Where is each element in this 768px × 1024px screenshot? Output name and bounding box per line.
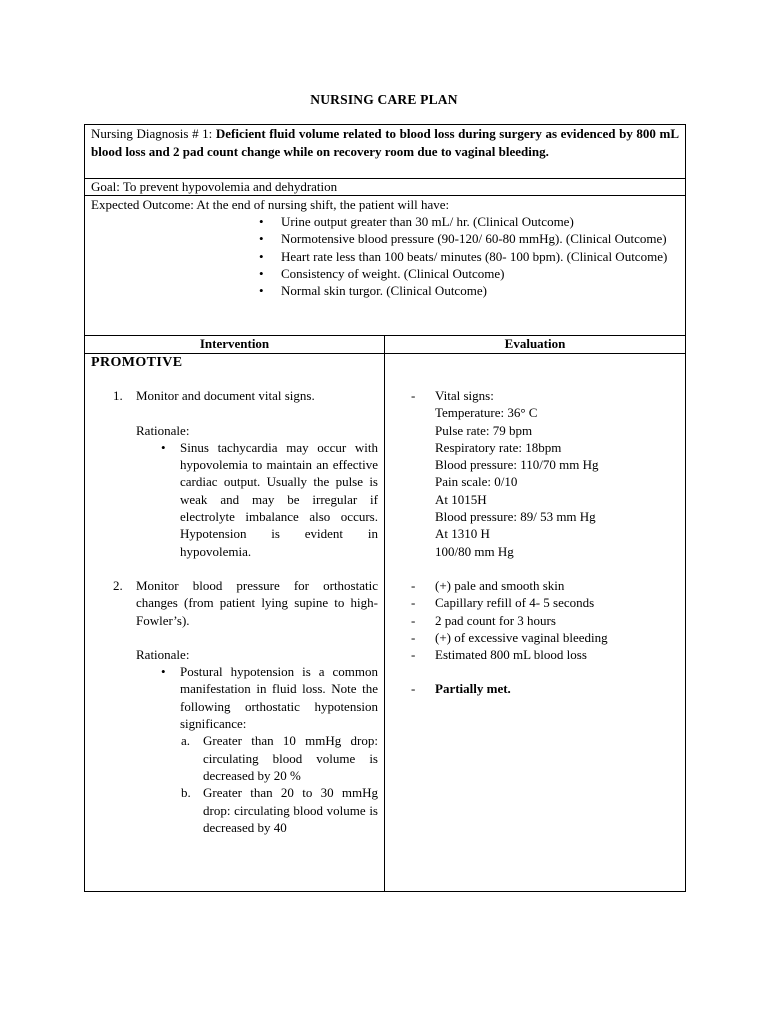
intervention-item-1: [91, 387, 378, 404]
rationale-label: Rationale:: [136, 646, 190, 662]
rationale-text: Postural hypotension is a common manifestation in fluid loss. Note the following orthostatic hypotension significance:: [180, 664, 378, 732]
outcome-item: • Urine output greater than 30 mL/ hr. (Clinical Outcome): [259, 213, 679, 230]
finding-text: (+) of excessive vaginal bleeding: [435, 629, 608, 645]
vitals-label: Vital signs:: [435, 388, 494, 403]
bullet-dot: •: [161, 439, 166, 455]
finding-text: Capillary refill of 4- 5 seconds: [435, 595, 595, 611]
eval-result: [385, 680, 685, 697]
finding-text: 2 pad count for 3 hours: [435, 612, 556, 628]
eval-finding: [385, 594, 685, 611]
eval-finding: [385, 629, 685, 646]
eval-finding: [385, 646, 685, 663]
care-plan-table: [84, 124, 686, 892]
vital-line: Pulse rate: 79 bpm: [435, 422, 533, 438]
sub-text: Greater than 20 to 30 mmHg drop: circulating blood volume is decreased by 40: [203, 785, 378, 835]
intervention-header: Intervention: [199, 336, 270, 351]
nursing-diagnosis-row: [85, 125, 685, 179]
evaluation-header: Evaluation: [504, 336, 566, 351]
item-number: 1.: [113, 388, 123, 404]
vital-line: At 1310 H: [435, 526, 490, 542]
intervention-column: [85, 354, 384, 891]
rationale-bullet: [91, 663, 378, 732]
intervention-text: Monitor blood pressure for orthostatic changes (from patient lying supine to high- Fowler’s).: [136, 577, 378, 628]
section-heading: PROMOTIVE: [91, 355, 183, 370]
dash-marker: -: [411, 388, 416, 403]
outcome-item: • Heart rate less than 100 beats/ minutes (80- 100 bpm). (Clinical Outcome): [259, 248, 679, 265]
expected-outcome-row: [85, 196, 685, 336]
finding-text: Estimated 800 mL blood loss: [435, 647, 587, 663]
evaluation-column: [385, 354, 685, 891]
dash-marker: -: [411, 647, 416, 663]
bullet-dot: •: [161, 664, 166, 680]
expected-outcome-list: [91, 213, 679, 299]
vital-line: 100/80 mm Hg: [435, 543, 514, 559]
sub-letter: a.: [181, 733, 191, 749]
dash-marker: -: [411, 595, 416, 611]
dash-marker: -: [411, 681, 416, 697]
vital-line: Pain scale: 0/10: [435, 474, 518, 490]
result-text: Partially met.: [435, 681, 511, 697]
eval-finding: [385, 577, 685, 594]
intervention-item-2: [91, 577, 378, 629]
outcome-item: • Normotensive blood pressure (90-120/ 60-80 mmHg). (Clinical Outcome): [259, 230, 679, 247]
rationale-bullet: [91, 439, 378, 560]
vital-line: Blood pressure: 89/ 53 mm Hg: [435, 509, 596, 525]
dash-marker: -: [411, 612, 416, 628]
sub-item-b: [91, 784, 378, 836]
finding-text: (+) pale and smooth skin: [435, 577, 565, 593]
rationale-label: Rationale:: [136, 422, 190, 438]
intervention-text: Monitor and document vital signs.: [136, 388, 315, 404]
eval-finding: [385, 612, 685, 629]
column-header-row: [85, 336, 685, 354]
dash-marker: -: [411, 629, 416, 645]
goal-row: Goal: To prevent hypovolemia and dehydration: [85, 179, 685, 196]
item-number: 2.: [113, 577, 123, 593]
sub-letter: b.: [181, 785, 191, 801]
sub-text: Greater than 10 mmHg drop: circulating blood volume is decreased by 20 %: [203, 733, 378, 783]
outcome-item: • Consistency of weight. (Clinical Outcome): [259, 265, 679, 282]
vital-line: Blood pressure: 110/70 mm Hg: [435, 457, 599, 473]
diagnosis-label: Nursing Diagnosis # 1:: [91, 126, 216, 141]
rationale-text: Sinus tachycardia may occur with hypovolemia to maintain an effective cardiac output. Usually the pulse is weak and may be irregular if electrolyte imbalance also occurs. Hypotension is evident in hypovolemia.: [180, 439, 378, 559]
expected-outcome-intro: Expected Outcome: At the end of nursing shift, the patient will have:: [91, 197, 450, 212]
page-title: NURSING CARE PLAN: [310, 92, 458, 107]
outcome-item: • Normal skin turgor. (Clinical Outcome): [259, 282, 679, 299]
sub-item-a: [91, 732, 378, 784]
eval-vitals: [385, 387, 685, 404]
dash-marker: -: [411, 577, 416, 593]
diagnosis-text: Deficient fluid volume related to blood loss during surgery as evidenced by 800 mL blood loss and 2 pad count change while on recovery room due to vaginal bleeding.: [91, 126, 680, 159]
vital-line: At 1015H: [435, 491, 487, 507]
vital-line: Temperature: 36° C: [435, 405, 538, 421]
vital-line: Respiratory rate: 18bpm: [435, 439, 562, 455]
